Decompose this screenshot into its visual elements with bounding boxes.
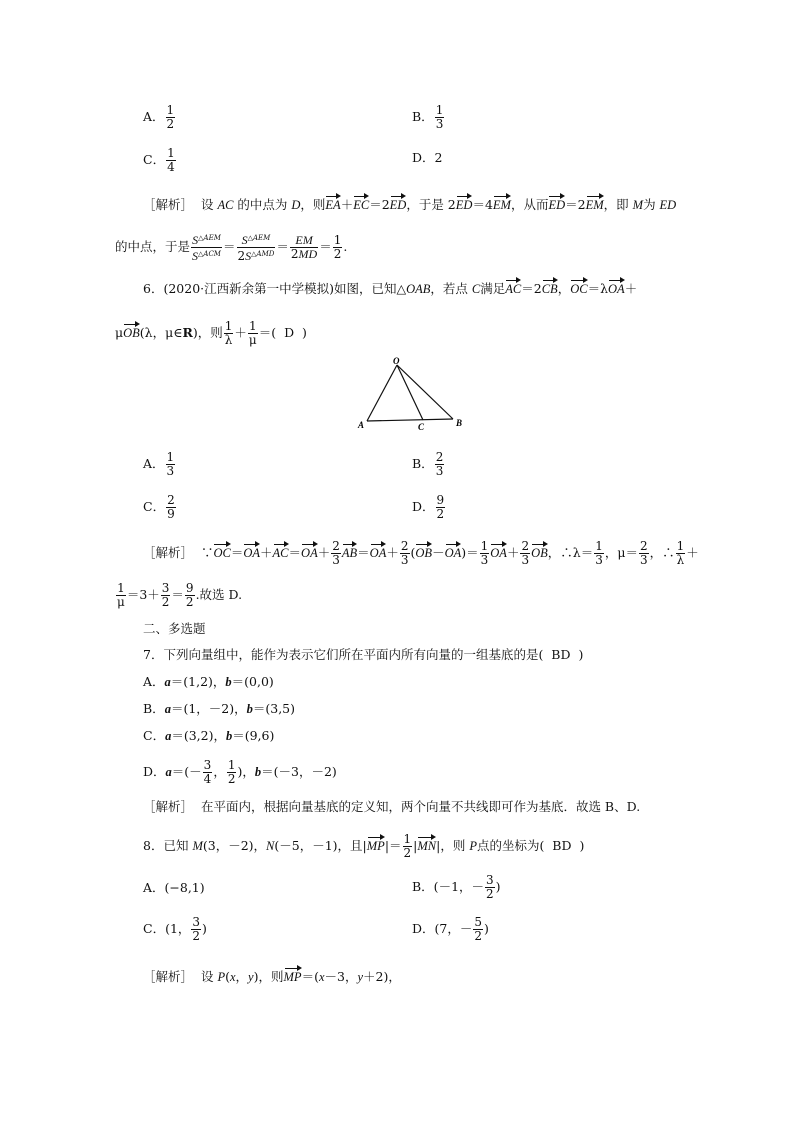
q8-option-a: A．(−8,1) bbox=[143, 880, 205, 895]
q8-option-c: C．(1， $\frac{3}{2}$ ) bbox=[143, 915, 207, 943]
fraction: $\frac{2}{9}$ bbox=[167, 493, 175, 521]
edge-oc bbox=[397, 365, 423, 420]
q6-stem-line-1: 6．(2020·江西新余第一中学模拟)如图，已知△OAB，若点 C满足AC＝2CB，OC＝λOA＋ bbox=[143, 281, 638, 296]
fraction: $\frac{1}{4}$ bbox=[167, 146, 175, 174]
q5-option-a: A． $\frac{1}{2}$ bbox=[143, 103, 175, 131]
q7-option-b: B．a＝(1，－2)，b＝(3,5) bbox=[143, 701, 295, 716]
edge-ob bbox=[397, 365, 453, 419]
edge-ab bbox=[367, 419, 453, 421]
q7-option-c: C．a＝(3,2)，b＝(9,6) bbox=[143, 728, 275, 743]
q6-answer: D bbox=[284, 325, 295, 340]
fraction: $\frac{1}{2}$ bbox=[333, 233, 342, 261]
q6-analysis-line-2: $\frac{1}{\mu}$ ＝3＋ $\frac{3}{2}$ ＝ $\frac{9}{2}$ .故选 D. bbox=[117, 581, 243, 609]
q5-option-c: C． $\frac{1}{4}$ bbox=[143, 146, 175, 174]
fraction: $\frac{1}{3}$ bbox=[435, 103, 444, 131]
label-a: A bbox=[358, 420, 365, 430]
q7-option-a: A．a＝(1,2)，b＝(0,0) bbox=[143, 674, 274, 689]
q7-stem: 7．下列向量组中，能作为表示它们所在平面内所有向量的一组基底的是( BD ) bbox=[143, 647, 584, 662]
q5-option-b: B． $\frac{1}{3}$ bbox=[412, 103, 444, 131]
fraction: $\frac{S^{\triangle AEM}}{2S^{\triangle AMD}}$ bbox=[237, 233, 275, 263]
q6-option-c: C． $\frac{2}{9}$ bbox=[143, 493, 175, 521]
q7-analysis: ［解析］ 在平面内，根据向量基底的定义知，两个向量不共线即可作为基底．故选 B、D. bbox=[143, 799, 641, 814]
label-o: O bbox=[393, 356, 400, 366]
triangle-figure bbox=[355, 355, 470, 433]
q6-analysis-line-1: ［解析］ ∵OC＝OA＋AC＝OA＋ $\frac{2}{3}$ AB＝OA＋ $\frac{2}{3}$ (OB－OA)＝ $\frac{1}{3}$ OA＋ $\frac{2}{3}$ OB，∴λ＝ $\frac{1}{3}$ ，μ＝ $\frac{2}{3}$ ，∴ $\frac{1}{\lambda}$ ＋ bbox=[143, 539, 699, 567]
q6-option-a: A． $\frac{1}{3}$ bbox=[143, 450, 175, 478]
q6-option-b: B． $\frac{2}{3}$ bbox=[412, 450, 444, 478]
fraction: $\frac{S^{\triangle AEM}}{S^{\triangle ACM}}$ bbox=[192, 233, 221, 263]
q7-option-d: D．a＝(－ $\frac{3}{4}$ ， $\frac{1}{2}$ )，b＝(－3，－2) bbox=[143, 758, 337, 786]
q5-option-d: D．2 bbox=[412, 150, 443, 165]
q6-option-d: D． $\frac{9}{2}$ bbox=[412, 493, 445, 521]
q5-analysis-line-1: ［解析］ 设 AC 的中点为 D，则EA＋EC＝2ED，于是 2ED＝4EM，从而ED＝2EM，即 M为 ED bbox=[143, 197, 677, 212]
q8-stem: 8．已知 M(3，－2)，N(－5，－1)，且|MP|＝ $\frac{1}{2}$ |MN|，则 P点的坐标为( BD ) bbox=[143, 832, 585, 860]
fraction: $\frac{1}{3}$ bbox=[166, 450, 175, 478]
label-c: C bbox=[418, 422, 425, 432]
fraction: $\frac{1}{2}$ bbox=[166, 103, 175, 131]
q6-stem-line-2: μOB(λ，μ∈R)，则 $\frac{1}{\lambda}$ ＋ $\frac{1}{\mu}$ ＝( D ) bbox=[115, 319, 307, 347]
q8-analysis: ［解析］ 设 P(x，y)，则MP＝(x－3，y＋2)， bbox=[143, 969, 401, 984]
q7-answer: BD bbox=[551, 647, 571, 662]
fraction: $\frac{1}{\lambda}$ bbox=[224, 319, 233, 347]
fraction: $\frac{1}{\mu}$ bbox=[248, 319, 257, 347]
label-b: B bbox=[456, 418, 463, 428]
section-heading: 二、多选题 bbox=[143, 621, 206, 636]
fraction: $\frac{EM}{2MD}$ bbox=[290, 233, 318, 261]
edge-oa bbox=[367, 365, 397, 421]
fraction: $\frac{2}{3}$ bbox=[435, 450, 444, 478]
fraction: $\frac{9}{2}$ bbox=[436, 493, 445, 521]
q8-option-b: B．(－1，－ $\frac{3}{2}$ ) bbox=[412, 873, 501, 901]
q8-answer: BD bbox=[552, 838, 572, 853]
q8-option-d: D．(7，－ $\frac{5}{2}$ ) bbox=[412, 915, 489, 943]
q5-analysis-line-2: 的中点，于是 $\frac{S^{\triangle AEM}}{S^{\triangle ACM}}$ ＝ $\frac{S^{\triangle AEM}}{2S^{\triangle AMD}}$ ＝ $\frac{EM}{2MD}$ ＝ $\frac{1}{2}$ . bbox=[115, 233, 348, 263]
